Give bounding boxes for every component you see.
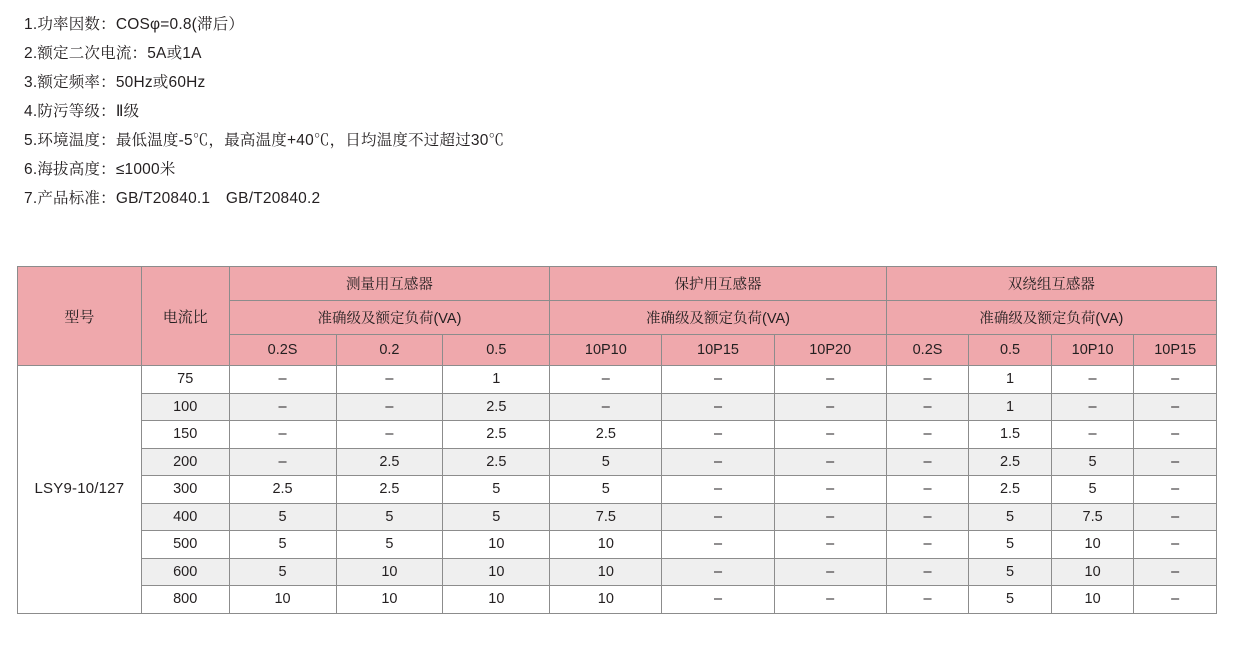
cell: – — [662, 476, 774, 504]
cell: – — [662, 393, 774, 421]
cell: – — [774, 421, 886, 449]
header-group-1-subtitle: 准确级及额定负荷(VA) — [229, 301, 550, 335]
cell: 10 — [1051, 586, 1134, 614]
cell: 10 — [550, 558, 662, 586]
cell: 1.5 — [969, 421, 1052, 449]
cell: 2.5 — [336, 476, 443, 504]
cell: – — [886, 393, 969, 421]
cell: – — [774, 531, 886, 559]
cell: 2.5 — [969, 476, 1052, 504]
cell: – — [229, 366, 336, 394]
cell: 5 — [969, 558, 1052, 586]
model-value: LSY9-10/127 — [18, 366, 142, 614]
cell: – — [886, 366, 969, 394]
cell: 2.5 — [443, 421, 550, 449]
header-col-g3-c4: 10P15 — [1134, 335, 1217, 366]
cell: – — [1134, 531, 1217, 559]
cell: 5 — [1051, 448, 1134, 476]
cell: 10 — [1051, 558, 1134, 586]
cell: – — [886, 503, 969, 531]
cell: 10 — [336, 586, 443, 614]
cell: – — [886, 476, 969, 504]
cell: – — [886, 421, 969, 449]
table-row — [18, 586, 1217, 614]
row-ratio: 400 — [141, 503, 229, 531]
header-row-group-titles — [18, 267, 1217, 301]
cell: – — [774, 366, 886, 394]
header-group-2-subtitle: 准确级及额定负荷(VA) — [550, 301, 887, 335]
header-col-g1-c2: 0.2 — [336, 335, 443, 366]
cell: – — [550, 393, 662, 421]
cell: – — [229, 448, 336, 476]
cell: – — [886, 448, 969, 476]
header-col-g3-c2: 0.5 — [969, 335, 1052, 366]
row-ratio: 100 — [141, 393, 229, 421]
cell: – — [1134, 558, 1217, 586]
cell: – — [662, 421, 774, 449]
header-col-g1-c3: 0.5 — [443, 335, 550, 366]
cell: 1 — [969, 366, 1052, 394]
cell: 1 — [969, 393, 1052, 421]
row-ratio: 300 — [141, 476, 229, 504]
cell: – — [229, 393, 336, 421]
header-col-g3-c3: 10P10 — [1051, 335, 1134, 366]
cell: – — [886, 531, 969, 559]
cell: – — [1134, 393, 1217, 421]
spec-item-4: 4.防污等级：Ⅱ级 — [24, 103, 140, 120]
cell: 7.5 — [1051, 503, 1134, 531]
cell: – — [336, 366, 443, 394]
table-body — [18, 366, 1217, 614]
row-ratio: 75 — [141, 366, 229, 394]
table-header — [18, 267, 1217, 366]
cell: – — [662, 531, 774, 559]
header-model: 型号 — [18, 267, 142, 366]
cell: – — [774, 558, 886, 586]
cell: – — [774, 586, 886, 614]
header-group-3-title: 双绕组互感器 — [886, 267, 1216, 301]
cell: 2.5 — [550, 421, 662, 449]
cell: 5 — [969, 586, 1052, 614]
table-row — [18, 531, 1217, 559]
spec-item-7: 7.产品标准：GB/T20840.1 GB/T20840.2 — [24, 190, 321, 207]
cell: – — [886, 558, 969, 586]
table-row — [18, 421, 1217, 449]
cell: – — [774, 393, 886, 421]
header-group-2-title: 保护用互感器 — [550, 267, 887, 301]
cell: – — [662, 503, 774, 531]
cell: – — [774, 476, 886, 504]
cell: – — [1134, 476, 1217, 504]
table-row — [18, 448, 1217, 476]
row-ratio: 500 — [141, 531, 229, 559]
cell: – — [1134, 503, 1217, 531]
header-col-g2-c2: 10P15 — [662, 335, 774, 366]
cell: – — [1051, 421, 1134, 449]
cell: – — [1051, 393, 1134, 421]
cell: – — [336, 393, 443, 421]
cell: 5 — [550, 476, 662, 504]
cell: – — [662, 558, 774, 586]
cell: – — [662, 586, 774, 614]
cell: 5 — [229, 503, 336, 531]
row-ratio: 150 — [141, 421, 229, 449]
cell: – — [229, 421, 336, 449]
spec-item-3: 3.额定频率：50Hz或60Hz — [24, 74, 206, 91]
cell: – — [1134, 448, 1217, 476]
spec-item-1: 1.功率因数：COSφ=0.8(滞后） — [24, 16, 245, 33]
cell: – — [662, 366, 774, 394]
header-ratio: 电流比 — [141, 267, 229, 366]
cell: – — [1134, 586, 1217, 614]
cell: 5 — [229, 531, 336, 559]
cell: – — [774, 503, 886, 531]
row-ratio: 200 — [141, 448, 229, 476]
cell: 5 — [969, 503, 1052, 531]
specification-list — [24, 10, 1214, 213]
header-col-g3-c1: 0.2S — [886, 335, 969, 366]
cell: 2.5 — [969, 448, 1052, 476]
header-col-g1-c1: 0.2S — [229, 335, 336, 366]
header-col-g2-c3: 10P20 — [774, 335, 886, 366]
cell: 10 — [229, 586, 336, 614]
cell: 2.5 — [443, 393, 550, 421]
header-col-g2-c1: 10P10 — [550, 335, 662, 366]
parameter-table-wrapper — [17, 266, 1217, 614]
cell: 1 — [443, 366, 550, 394]
spec-item-6: 6.海拔高度：≤1000米 — [24, 161, 176, 178]
cell: – — [886, 586, 969, 614]
cell: 5 — [336, 531, 443, 559]
cell: 5 — [443, 476, 550, 504]
spec-item-5: 5.环境温度：最低温度-5℃，最高温度+40℃，日均温度不过超过30℃ — [24, 132, 505, 149]
cell: 5 — [443, 503, 550, 531]
cell: 2.5 — [443, 448, 550, 476]
table-row — [18, 503, 1217, 531]
row-ratio: 800 — [141, 586, 229, 614]
cell: – — [1051, 366, 1134, 394]
cell: 10 — [443, 558, 550, 586]
cell: – — [662, 448, 774, 476]
header-group-1-title: 测量用互感器 — [229, 267, 550, 301]
cell: – — [774, 448, 886, 476]
header-group-3-subtitle: 准确级及额定负荷(VA) — [886, 301, 1216, 335]
parameter-table — [17, 266, 1217, 614]
cell: – — [336, 421, 443, 449]
cell: 10 — [1051, 531, 1134, 559]
table-row — [18, 393, 1217, 421]
cell: 7.5 — [550, 503, 662, 531]
cell: – — [1134, 421, 1217, 449]
cell: 10 — [443, 531, 550, 559]
cell: 5 — [336, 503, 443, 531]
cell: 10 — [336, 558, 443, 586]
cell: 5 — [969, 531, 1052, 559]
cell: 5 — [550, 448, 662, 476]
cell: – — [550, 366, 662, 394]
cell: 10 — [443, 586, 550, 614]
row-ratio: 600 — [141, 558, 229, 586]
cell: 10 — [550, 586, 662, 614]
table-row — [18, 476, 1217, 504]
cell: 2.5 — [229, 476, 336, 504]
cell: – — [1134, 366, 1217, 394]
table-row — [18, 366, 1217, 394]
cell: 5 — [1051, 476, 1134, 504]
spec-item-2: 2.额定二次电流：5A或1A — [24, 45, 202, 62]
table-row — [18, 558, 1217, 586]
cell: 2.5 — [336, 448, 443, 476]
cell: 5 — [229, 558, 336, 586]
cell: 10 — [550, 531, 662, 559]
